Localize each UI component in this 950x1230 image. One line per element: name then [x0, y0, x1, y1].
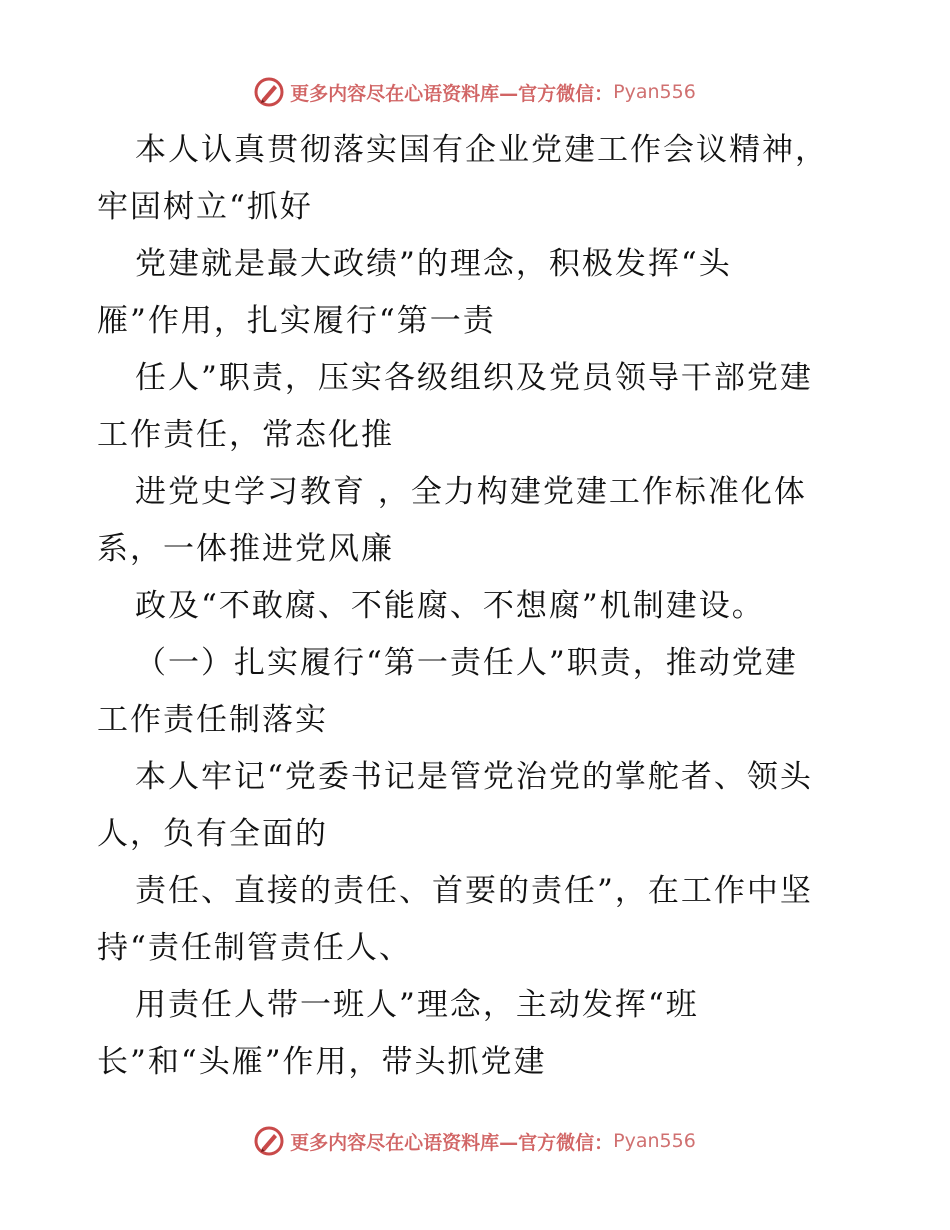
- text-line: 雁”作用，扎实履行“第一责: [97, 303, 496, 339]
- text-line: 牢固树立“抓好: [97, 189, 313, 225]
- pen-logo-icon: [254, 1126, 284, 1156]
- section-heading-continued: 工作责任制落实: [97, 702, 328, 738]
- watermark-text: 更多内容尽在心语资料库—官方微信：: [290, 82, 614, 105]
- text-line: 长”和“头雁”作用，带头抓党建: [97, 1044, 547, 1080]
- pen-logo-icon: [254, 77, 284, 107]
- text-line: 持“责任制管责任人、: [97, 930, 412, 966]
- text-line: 系，一体推进党风廉: [97, 531, 394, 567]
- text-line: 政及“不敢腐、不能腐、不想腐”机制建设。: [135, 588, 765, 624]
- watermark-handle: Pyan556: [613, 81, 696, 103]
- text-line: 党建就是最大政绩”的理念，积极发挥“头: [135, 246, 732, 282]
- document-body: [97, 122, 857, 1091]
- text-line: 责任、直接的责任、首要的责任”，在工作中坚: [135, 873, 813, 909]
- watermark-text: 更多内容尽在心语资料库—官方微信：: [290, 1131, 614, 1154]
- text-line: 用责任人带一班人”理念，主动发挥“班: [135, 987, 699, 1023]
- watermark-footer: [0, 1121, 950, 1161]
- text-line: 工作责任，常态化推: [97, 417, 394, 453]
- section-heading: （一）扎实履行“第一责任人”职责，推动党建: [135, 645, 798, 681]
- watermark-handle: Pyan556: [613, 1130, 696, 1152]
- text-line: 人，负有全面的: [97, 816, 328, 852]
- watermark-header: [0, 72, 950, 112]
- text-line: 本人认真贯彻落实国有企业党建工作会议精神，: [135, 132, 828, 168]
- text-line: 任人”职责，压实各级组织及党员领导干部党建: [135, 360, 813, 396]
- text-line: 本人牢记“党委书记是管党治党的掌舵者、领头: [135, 759, 813, 795]
- text-line: 进党史学习教育 ，全力构建党建工作标准化体: [135, 474, 807, 510]
